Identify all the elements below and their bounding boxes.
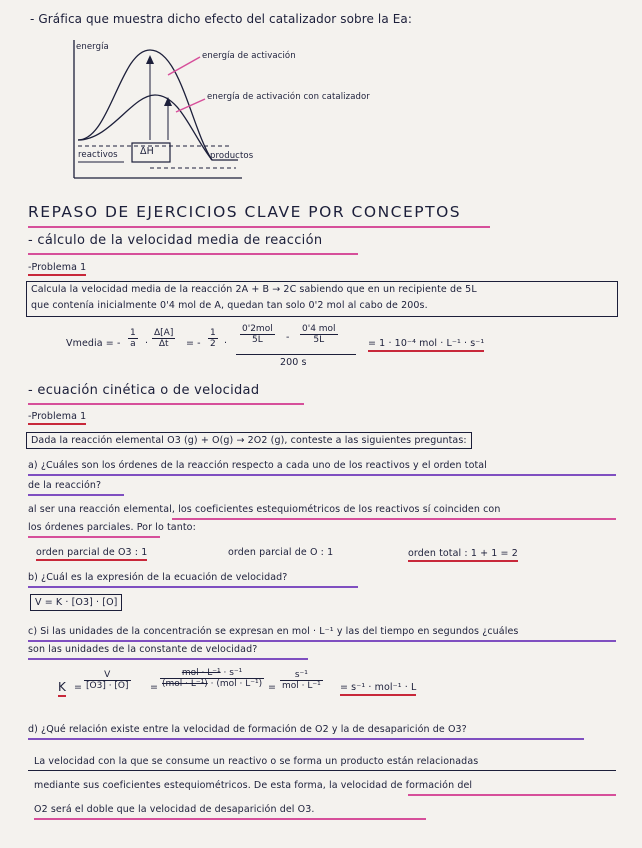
- order-total: orden total : 1 + 1 = 2: [408, 548, 518, 562]
- question-c-line1: c) Si las unidades de la concentración se expresan en mol · L⁻¹ y las del tiempo en segundos ¿cuáles: [28, 626, 519, 637]
- order-o3: orden parcial de O3 : 1: [36, 547, 147, 561]
- main-title-underline: [28, 226, 490, 228]
- section1-statement-line1: Calcula la velocidad media de la reacción 2A + B → 2C sabiendo que en un recipiente de 5L: [31, 284, 477, 295]
- products-label: productos: [210, 151, 254, 161]
- ea-pointer: [168, 57, 200, 75]
- k-result: = s⁻¹ · mol⁻¹ · L: [340, 682, 416, 696]
- section2-statement: Dada la reacción elemental O3 (g) + O(g) → 2O2 (g), conteste a las siguientes preguntas:: [26, 432, 472, 449]
- question-a-line1: a) ¿Cuáles son los órdenes de la reacción respecto a cada uno de los reactivos y el orden total: [28, 460, 487, 471]
- formula-lhs: Vmedia = -: [66, 338, 121, 349]
- k-fraction-3: s⁻¹ mol · L⁻¹: [282, 670, 321, 691]
- y-axis-label: energía: [76, 42, 109, 52]
- k-fraction-2: mol · L⁻¹ · s⁻¹ (mol · L⁻¹) · (mol · L⁻¹): [162, 668, 263, 689]
- k-fraction-1: $\frac{V}{[O3] \cdot [O]}$: [86, 670, 129, 691]
- reactants-label: reactivos: [78, 150, 118, 160]
- question-b: b) ¿Cuál es la expresión de la ecuación de velocidad?: [28, 572, 288, 583]
- answer-b: V = K · [O3] · [O]: [30, 594, 122, 611]
- section2-problem-label: -Problema 1: [28, 411, 86, 425]
- fraction-delta-a-over-delta-t: $\frac{\Delta[A]}{\Delta t}$: [154, 328, 174, 349]
- answer-a-line1: al ser una reacción elemental, los coeficientes estequiométricos de los reactivos sí coinciden con: [28, 504, 501, 515]
- k-lhs: K: [58, 680, 66, 697]
- graph-caption: - Gráfica que muestra dicho efecto del catalizador sobre la Ea:: [30, 12, 413, 26]
- question-c-line2: son las unidades de la constante de velocidad?: [28, 644, 258, 655]
- order-o: orden parcial de O : 1: [228, 547, 334, 558]
- section1-problem-label: -Problema 1: [28, 262, 86, 276]
- section1-heading: - cálculo de la velocidad media de reacción: [28, 233, 323, 248]
- compound-fraction: 0'2mol 5L - 0'4 mol 5L 200 s: [234, 324, 364, 362]
- velocity-result: = 1 · 10⁻⁴ mol · L⁻¹ · s⁻¹: [368, 338, 484, 352]
- answer-a-line2: los órdenes parciales. Por lo tanto:: [28, 522, 196, 533]
- notebook-page: - Gráfica que muestra dicho efecto del catalizador sobre la Ea: energía energía de activación energía de activación con catalizador reactivos ΔH productos REPASO DE EJERCICIOS CLAVE POR CONCEPTOS - cálculo de la velocidad media de reacción -Problema 1 Calcula la velocidad media de la reacción 2A + B → 2C sabiendo que en un recipiente de 5L que contenía inicialmente 0'4 mol de A, quedan tan solo 0'2 mol al cabo de 200s. Vmedia = - $\frac{1}{a}$ · $\frac{\Delta[A]}{\Delta t}$ = - $\frac{1}{2}$ · 0'2mol 5L - 0'4 mol 5L 200 s = 1 · 10⁻⁴ mol · L⁻¹ · s⁻¹ - ecuación cinética o de velocidad -Problema 1 Dada la reacción elemental O3 (g) + O(g) → 2O2 (g), conteste a las siguientes preguntas: a) ¿Cuáles son los órdenes de la reacción respecto a cada uno de los reactivos y el orden total de la reacción? al ser una reacción elemental, los coeficientes estequiométricos de los reactivos sí coinciden con los órdenes parciales. Por lo tanto: orden parcial de O3 : 1 orden parcial de O : 1 orden total : 1 + 1 = 2 b) ¿Cuál es la expresión de la ecuación de velocidad? V = K · [O3] · [O] c) Si las unidades de la concentración se expresan en mol · L⁻¹ y las del tiempo en segundos ¿cuáles son las unidades de la constante de velocidad? K = $\frac{V}{[O3] \cdot [O]}$ = mol · L⁻¹ · s⁻¹ (mol · L⁻¹) · (mol · L⁻¹) = s⁻¹ mol · L⁻¹ = s⁻¹ · mol⁻¹ · L d) ¿Qué relación existe entre la velocidad de formación de O2 y la de desaparición de O3? La velocidad con la que se consume un reactivo o se forma un producto están relacionadas mediante sus coeficientes estequiométricos. De esta forma, la velocidad de formación del O2 será el doble que la velocidad de desaparición del O3.: [0, 0, 642, 848]
- eq-minus: = -: [186, 338, 201, 349]
- curve-label-uncatalyzed: energía de activación: [202, 51, 296, 61]
- section1-statement-line2: que contenía inicialmente 0'4 mol de A, quedan tan solo 0'2 mol al cabo de 200s.: [31, 300, 428, 311]
- main-title: REPASO DE EJERCICIOS CLAVE POR CONCEPTOS: [28, 203, 462, 221]
- answer-d-line2: mediante sus coeficientes estequiométricos. De esta forma, la velocidad de formación del: [34, 780, 473, 791]
- fraction-1-over-2: $\frac{1}{2}$: [210, 328, 216, 349]
- answer-d-line1: La velocidad con la que se consume un reactivo o se forma un producto están relacionadas: [34, 756, 479, 767]
- curve-label-catalyzed: energía de activación con catalizador: [207, 92, 370, 102]
- answer-d-line3: O2 será el doble que la velocidad de desaparición del O3.: [34, 804, 315, 815]
- section2-heading: - ecuación cinética o de velocidad: [28, 383, 260, 398]
- delta-h-label: ΔH: [140, 146, 154, 157]
- question-d: d) ¿Qué relación existe entre la velocidad de formación de O2 y la de desaparición de O3?: [28, 724, 467, 735]
- question-a-line2: de la reacción?: [28, 480, 102, 491]
- fraction-1-over-a: $\frac{1}{a}$: [130, 328, 136, 349]
